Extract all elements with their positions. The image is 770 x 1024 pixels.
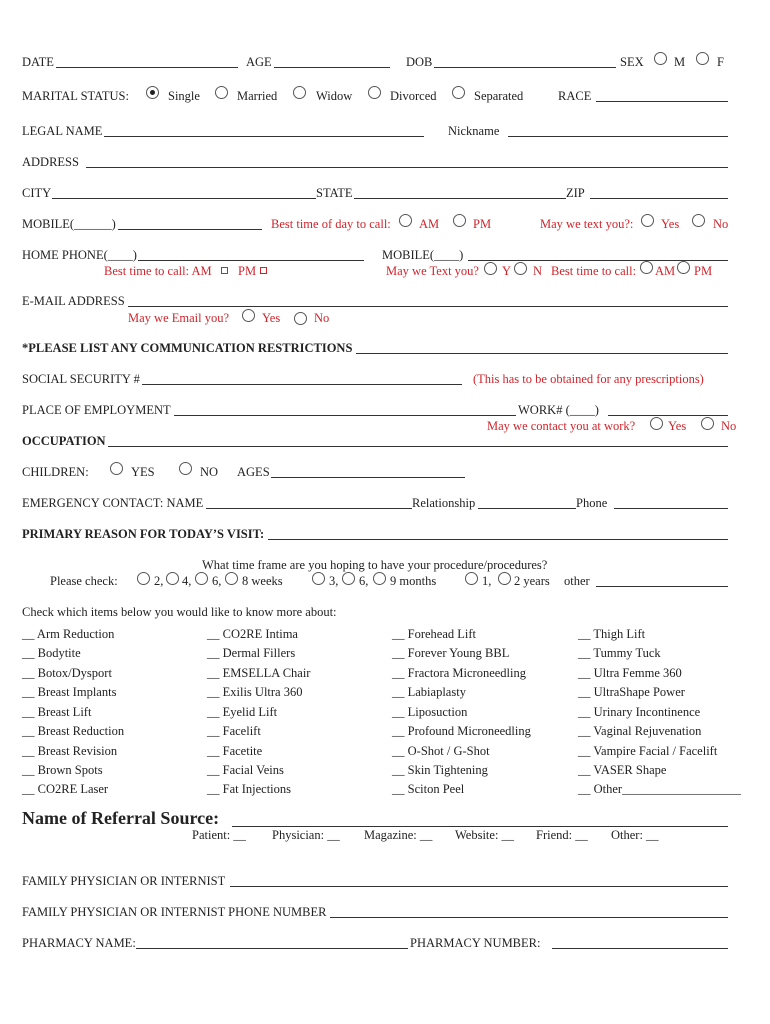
primary-reason-label: PRIMARY REASON FOR TODAY’S VISIT: <box>22 527 265 541</box>
second-mobile-field[interactable] <box>468 260 728 261</box>
work-phone-label: WORK# (____) <box>518 403 599 417</box>
family-physician-label: FAMILY PHYSICIAN OR INTERNIST <box>22 874 226 888</box>
timeframe-4-radio[interactable] <box>166 572 179 585</box>
marital-married-label: Married <box>237 89 278 103</box>
state-field[interactable] <box>354 198 566 199</box>
timeframe-3m-label: 3, <box>329 574 339 588</box>
pharmacy-name-label: PHARMACY NAME: <box>22 936 136 950</box>
interest-item[interactable]: __ Dermal Fillers <box>207 646 296 660</box>
family-physician-phone-field[interactable] <box>330 917 728 918</box>
mobile-field[interactable] <box>118 229 262 230</box>
primary-reason-field[interactable] <box>268 539 728 540</box>
children-label: CHILDREN: <box>22 465 89 479</box>
home-phone-field[interactable] <box>138 260 364 261</box>
mobile-text-yes-label: Yes <box>661 217 680 231</box>
mobile-text-no-label: No <box>713 217 729 231</box>
children-yes-label: YES <box>131 465 155 479</box>
timeframe-2-radio[interactable] <box>137 572 150 585</box>
interest-item[interactable]: __ Sciton Peel <box>392 782 465 796</box>
ssn-field[interactable] <box>142 384 462 385</box>
timeframe-1y-radio[interactable] <box>465 572 478 585</box>
interest-item[interactable]: __ Facial Veins <box>207 763 284 777</box>
second-mobile-text-y-radio[interactable] <box>484 262 497 275</box>
interest-item[interactable]: __ Eyelid Lift <box>207 705 278 719</box>
timeframe-1y-label: 1, <box>482 574 492 588</box>
sex-m-label: M <box>674 55 686 69</box>
interest-item[interactable]: __ O-Shot / G-Shot <box>392 744 490 758</box>
timeframe-6-radio[interactable] <box>195 572 208 585</box>
second-mobile-text-n-radio[interactable] <box>514 262 527 275</box>
address-field[interactable] <box>86 167 728 168</box>
emergency-phone-field[interactable] <box>614 508 728 509</box>
timeframe-2y-label: 2 years <box>514 574 550 588</box>
communication-restrictions-field[interactable] <box>356 353 728 354</box>
pharmacy-number-field[interactable] <box>552 948 728 949</box>
referral-magazine[interactable]: Magazine: __ <box>364 828 433 842</box>
interest-item[interactable]: __ Bodytite <box>22 646 81 660</box>
timeframe-4-label: 4, <box>182 574 192 588</box>
marital-divorced-label: Divorced <box>390 89 437 103</box>
marital-divorced-radio[interactable] <box>368 86 381 99</box>
second-mobile-text-n-label: N <box>533 264 543 278</box>
interest-item[interactable]: __ Forehead Lift <box>392 627 477 641</box>
timeframe-question: What time frame are you hoping to have your procedure/procedures? <box>202 558 548 572</box>
communication-restrictions-label: *PLEASE LIST ANY COMMUNICATION RESTRICTIONS <box>22 341 353 355</box>
referral-friend[interactable]: Friend: __ <box>536 828 588 842</box>
zip-label: ZIP <box>566 186 585 200</box>
mobile-text-yes-radio[interactable] <box>641 214 654 227</box>
mobile-pm-label: PM <box>473 217 492 231</box>
interest-item[interactable]: __ Other___________________ <box>578 782 741 796</box>
pharmacy-number-label: PHARMACY NUMBER: <box>410 936 541 950</box>
timeframe-6m-radio[interactable] <box>342 572 355 585</box>
children-no-label: NO <box>200 465 219 479</box>
interest-item[interactable]: __ EMSELLA Chair <box>207 666 311 680</box>
interest-item[interactable]: __ Breast Implants <box>22 685 117 699</box>
interest-item[interactable]: __ Fat Injections <box>207 782 292 796</box>
employment-label: PLACE OF EMPLOYMENT <box>22 403 171 417</box>
timeframe-9m-radio[interactable] <box>373 572 386 585</box>
emergency-contact-field[interactable] <box>206 508 412 509</box>
employment-field[interactable] <box>174 415 516 416</box>
sex-f-radio[interactable] <box>696 52 709 65</box>
second-mobile-text-question: May we Text you? <box>386 264 479 278</box>
interest-item[interactable]: __ Skin Tightening <box>392 763 488 777</box>
email-no-radio[interactable] <box>294 312 307 325</box>
timeframe-8-label: 8 weeks <box>242 574 283 588</box>
marital-separated-radio[interactable] <box>452 86 465 99</box>
mobile-pm-radio[interactable] <box>453 214 466 227</box>
second-mobile-pm-radio[interactable] <box>677 261 690 274</box>
email-yes-radio[interactable] <box>242 309 255 322</box>
referral-patient[interactable]: Patient: __ <box>192 828 246 842</box>
work-contact-yes-radio[interactable] <box>650 417 663 430</box>
date-label: DATE <box>22 55 54 69</box>
interest-item[interactable]: __ Ultra Femme 360 <box>578 666 682 680</box>
nickname-label: Nickname <box>448 124 500 138</box>
mobile-text-no-radio[interactable] <box>692 214 705 227</box>
mobile-best-time-label: Best time of day to call: <box>271 217 391 231</box>
work-contact-question: May we contact you at work? <box>487 419 636 433</box>
occupation-label: OCCUPATION <box>22 434 106 448</box>
email-field[interactable] <box>128 306 728 307</box>
legal-name-label: LEGAL NAME <box>22 124 103 138</box>
timeframe-3m-radio[interactable] <box>312 572 325 585</box>
second-mobile-text-y-label: Y <box>502 264 512 278</box>
emergency-relationship-label: Relationship <box>412 496 476 510</box>
mobile-text-question: May we text you?: <box>540 217 634 231</box>
mobile-label: MOBILE(______) <box>22 217 116 231</box>
interest-item[interactable]: __ Exilis Ultra 360 <box>207 685 303 699</box>
zip-field[interactable] <box>590 198 728 199</box>
timeframe-2y-radio[interactable] <box>498 572 511 585</box>
children-ages-field[interactable] <box>271 477 465 478</box>
interest-item[interactable]: __ Tummy Tuck <box>578 646 661 660</box>
home-am-checkbox[interactable] <box>221 267 228 274</box>
interest-item[interactable]: __ Breast Revision <box>22 744 118 758</box>
interest-item[interactable]: __ Botox/Dysport <box>22 666 112 680</box>
mobile-am-label: AM <box>419 217 440 231</box>
children-ages-label: AGES <box>237 465 270 479</box>
interest-item[interactable]: __ CO2RE Intima <box>207 627 298 641</box>
marital-married-radio[interactable] <box>215 86 228 99</box>
marital-widow-radio[interactable] <box>293 86 306 99</box>
referral-source-label: Name of Referral Source: <box>22 808 220 828</box>
state-label: STATE <box>316 186 353 200</box>
work-phone-field[interactable] <box>608 415 728 416</box>
email-no-label: No <box>314 311 330 325</box>
email-yes-label: Yes <box>262 311 281 325</box>
sex-m-radio[interactable] <box>654 52 667 65</box>
legal-name-field[interactable] <box>104 136 424 137</box>
interest-item[interactable]: __ Brown Spots <box>22 763 103 777</box>
referral-physician[interactable]: Physician: __ <box>272 828 340 842</box>
interest-item[interactable]: __ Arm Reduction <box>22 627 115 641</box>
referral-website[interactable]: Website: __ <box>455 828 515 842</box>
timeframe-9m-label: 9 months <box>390 574 437 588</box>
ssn-note: (This has to be obtained for any prescriptions) <box>473 372 704 386</box>
email-label: E-MAIL ADDRESS <box>22 294 125 308</box>
second-mobile-best-time-label: Best time to call: <box>551 264 637 278</box>
marital-single-label: Single <box>168 89 200 103</box>
emergency-phone-label: Phone <box>576 496 608 510</box>
interest-item[interactable]: __ VASER Shape <box>578 763 667 777</box>
interest-item[interactable]: __ Fractora Microneedling <box>392 666 526 680</box>
interest-item[interactable]: __ Vampire Facial / Facelift <box>578 744 718 758</box>
city-label: CITY <box>22 186 52 200</box>
email-question: May we Email you? <box>128 311 230 325</box>
referral-source-field[interactable] <box>232 826 728 827</box>
timeframe-2-label: 2, <box>154 574 164 588</box>
referral-other[interactable]: Other: __ <box>611 828 659 842</box>
interest-item[interactable]: __ Breast Lift <box>22 705 92 719</box>
second-mobile-am-radio[interactable] <box>640 261 653 274</box>
second-mobile-pm-label: PM <box>694 264 713 278</box>
interest-item[interactable]: __ Vaginal Rejuvenation <box>578 724 702 738</box>
interest-item[interactable]: __ Thigh Lift <box>578 627 646 641</box>
second-mobile-am-label: AM <box>655 264 676 278</box>
interest-item[interactable]: __ UltraShape Power <box>578 685 685 699</box>
work-contact-no-radio[interactable] <box>701 417 714 430</box>
family-physician-phone-label: FAMILY PHYSICIAN OR INTERNIST PHONE NUMBER <box>22 905 327 919</box>
marital-separated-label: Separated <box>474 89 524 103</box>
interest-item[interactable]: __ Labiaplasty <box>392 685 466 699</box>
home-pm-label: PM <box>238 264 257 278</box>
home-pm-checkbox[interactable] <box>260 267 267 274</box>
race-field[interactable] <box>596 101 728 102</box>
interests-heading: Check which items below you would like to know more about: <box>22 605 337 619</box>
dob-label: DOB <box>406 55 433 69</box>
ssn-label: SOCIAL SECURITY # <box>22 372 140 386</box>
timeframe-6m-label: 6, <box>359 574 369 588</box>
interest-item[interactable]: __ Breast Reduction <box>22 724 125 738</box>
occupation-field[interactable] <box>108 446 728 447</box>
nickname-field[interactable] <box>508 136 728 137</box>
interest-item[interactable]: __ Liposuction <box>392 705 468 719</box>
emergency-contact-label: EMERGENCY CONTACT: NAME <box>22 496 204 510</box>
work-contact-no-label: No <box>721 419 737 433</box>
dob-field[interactable] <box>434 67 616 68</box>
interest-item[interactable]: __ CO2RE Laser <box>22 782 109 796</box>
mobile-am-radio[interactable] <box>399 214 412 227</box>
interest-item[interactable]: __ Facetite <box>207 744 263 758</box>
timeframe-6-label: 6, <box>212 574 222 588</box>
sex-f-label: F <box>717 55 724 69</box>
race-label: RACE <box>558 89 592 103</box>
interest-item[interactable]: __ Urinary Incontinence <box>578 705 701 719</box>
interest-item[interactable]: __ Profound Microneedling <box>392 724 531 738</box>
date-field[interactable] <box>56 67 238 68</box>
age-label: AGE <box>246 55 272 69</box>
timeframe-8-radio[interactable] <box>225 572 238 585</box>
family-physician-field[interactable] <box>230 886 728 887</box>
pharmacy-name-field[interactable] <box>136 948 408 949</box>
home-phone-label: HOME PHONE(____) <box>22 248 137 262</box>
second-mobile-label: MOBILE(____) <box>382 248 464 262</box>
sex-label: SEX <box>620 55 644 69</box>
timeframe-other-label: other <box>564 574 590 588</box>
interest-item[interactable]: __ Facelift <box>207 724 261 738</box>
interest-item[interactable]: __ Forever Young BBL <box>392 646 510 660</box>
home-best-time-label: Best time to call: AM <box>104 264 212 278</box>
city-field[interactable] <box>52 198 316 199</box>
work-contact-yes-label: Yes <box>668 419 687 433</box>
timeframe-other-field[interactable] <box>596 586 728 587</box>
emergency-relationship-field[interactable] <box>478 508 576 509</box>
marital-widow-label: Widow <box>316 89 353 103</box>
address-label: ADDRESS <box>22 155 79 169</box>
children-no-radio[interactable] <box>179 462 192 475</box>
timeframe-please-check: Please check: <box>50 574 118 588</box>
children-yes-radio[interactable] <box>110 462 123 475</box>
marital-single-radio[interactable] <box>146 86 159 99</box>
marital-status-label: MARITAL STATUS: <box>22 89 129 103</box>
age-field[interactable] <box>274 67 390 68</box>
